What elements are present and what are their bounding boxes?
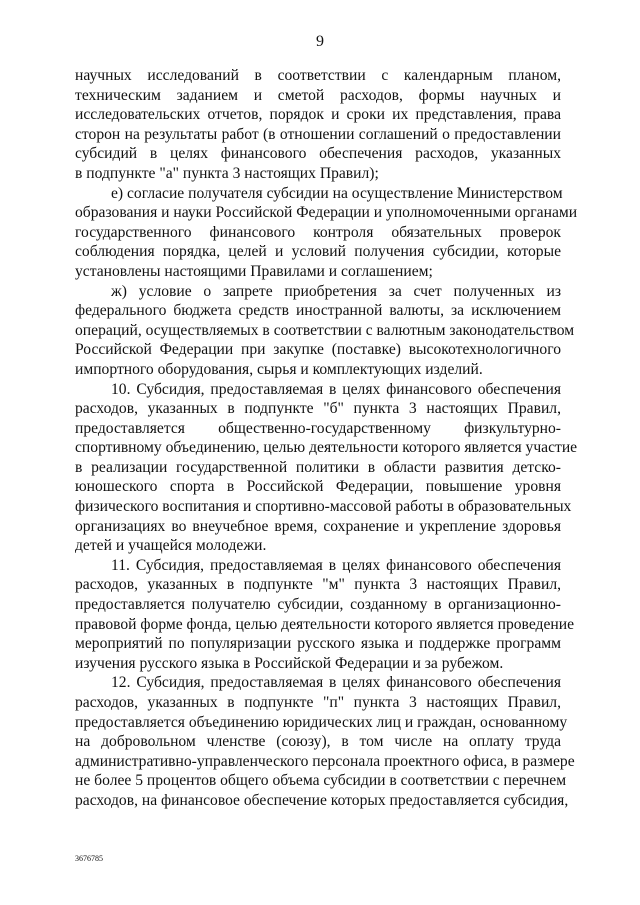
document-body — [75, 66, 578, 811]
text-line: административно-управленческого персонала проектного офиса, в размере — [75, 752, 575, 770]
text-line: импортного оборудования, сырья и комплектующих изделий. — [75, 360, 483, 378]
text-line: правовой форме фонда, целью деятельности которого является проведение — [75, 615, 575, 633]
text-line: исследовательских отчетов, порядок и сроки их представления, права — [75, 106, 561, 124]
text-line: е) согласие получателя субсидии на осуществление Министерством — [111, 184, 563, 202]
text-line: детей и учащейся молодежи. — [75, 537, 267, 555]
text-line: спортивному объединению, целью деятельности которого является участие — [75, 439, 578, 457]
text-line: мероприятий по популяризации русского языка и поддержке программ — [75, 635, 561, 653]
text-line: не более 5 процентов общего объема субсидии в соответствии с перечнем — [75, 772, 567, 790]
text-line: расходов, указанных в подпункте "п" пункта 3 настоящих Правил, — [75, 694, 561, 711]
text-line: расходов, указанных в подпункте "м" пункта 3 настоящих Правил, — [75, 576, 561, 594]
text-line: в реализации государственной политики в области развития детско- — [75, 458, 561, 476]
text-line: физического воспитания и спортивно-массовой работы в образовательных — [75, 498, 572, 516]
text-line: юношеского спорта в Российской Федерации, повышение уровня — [75, 478, 561, 496]
text-line: организациях во внеучебное время, сохранение и укрепление здоровья — [75, 517, 561, 535]
text-line: предоставляется объединению юридических лиц и граждан, основанному — [75, 713, 568, 731]
document-id: 3676785 — [75, 854, 103, 863]
text-line: в подпункте "а" пункта 3 настоящих Правил); — [75, 164, 379, 182]
text-line: на добровольном членстве (союзу), в том числе на оплату труда — [75, 733, 561, 751]
text-line: расходов, на финансовое обеспечение которых предоставляется субсидия, — [75, 791, 569, 809]
text-line: предоставляется общественно-государственному физкультурно- — [75, 419, 561, 437]
text-line: установлены настоящими Правилами и соглашением; — [75, 262, 433, 280]
text-line: изучения русского языка в Российской Федерации и за рубежом. — [75, 654, 504, 672]
text-line: техническим заданием и сметой расходов, формы научных и — [75, 86, 561, 104]
text-line: субсидий в целях финансового обеспечения расходов, указанных — [75, 145, 561, 163]
text-line: научных исследований в соответствии с календарным планом, — [75, 67, 561, 84]
text-line: ж) условие о запрете приобретения за счет полученных из — [111, 282, 561, 300]
text-line: предоставляется получателю субсидии, созданному в организационно- — [75, 596, 561, 614]
text-line: сторон на результаты работ (в отношении соглашений о предоставлении — [75, 125, 561, 143]
text-line: 10. Субсидия, предоставляемая в целях финансового обеспечения — [111, 380, 561, 398]
text-line: образования и науки Российской Федерации и уполномоченными органами — [75, 204, 578, 222]
page-number: 9 — [316, 33, 324, 50]
text-line: 12. Субсидия, предоставляемая в целях финансового обеспечения — [111, 674, 561, 692]
text-line: расходов, указанных в подпункте "б" пункта 3 настоящих Правил, — [75, 400, 561, 418]
text-line: государственного финансового контроля обязательных проверок — [75, 223, 561, 241]
text-line: операций, осуществляемых в соответствии с валютным законодательством — [75, 321, 575, 339]
text-line: Российской Федерации при закупке (поставке) высокотехнологичного — [75, 341, 561, 359]
text-line: соблюдения порядка, целей и условий получения субсидии, которые — [75, 243, 561, 261]
text-line: 11. Субсидия, предоставляемая в целях финансового обеспечения — [111, 556, 561, 574]
text-line: федерального бюджета средств иностранной валюты, за исключением — [75, 302, 561, 320]
